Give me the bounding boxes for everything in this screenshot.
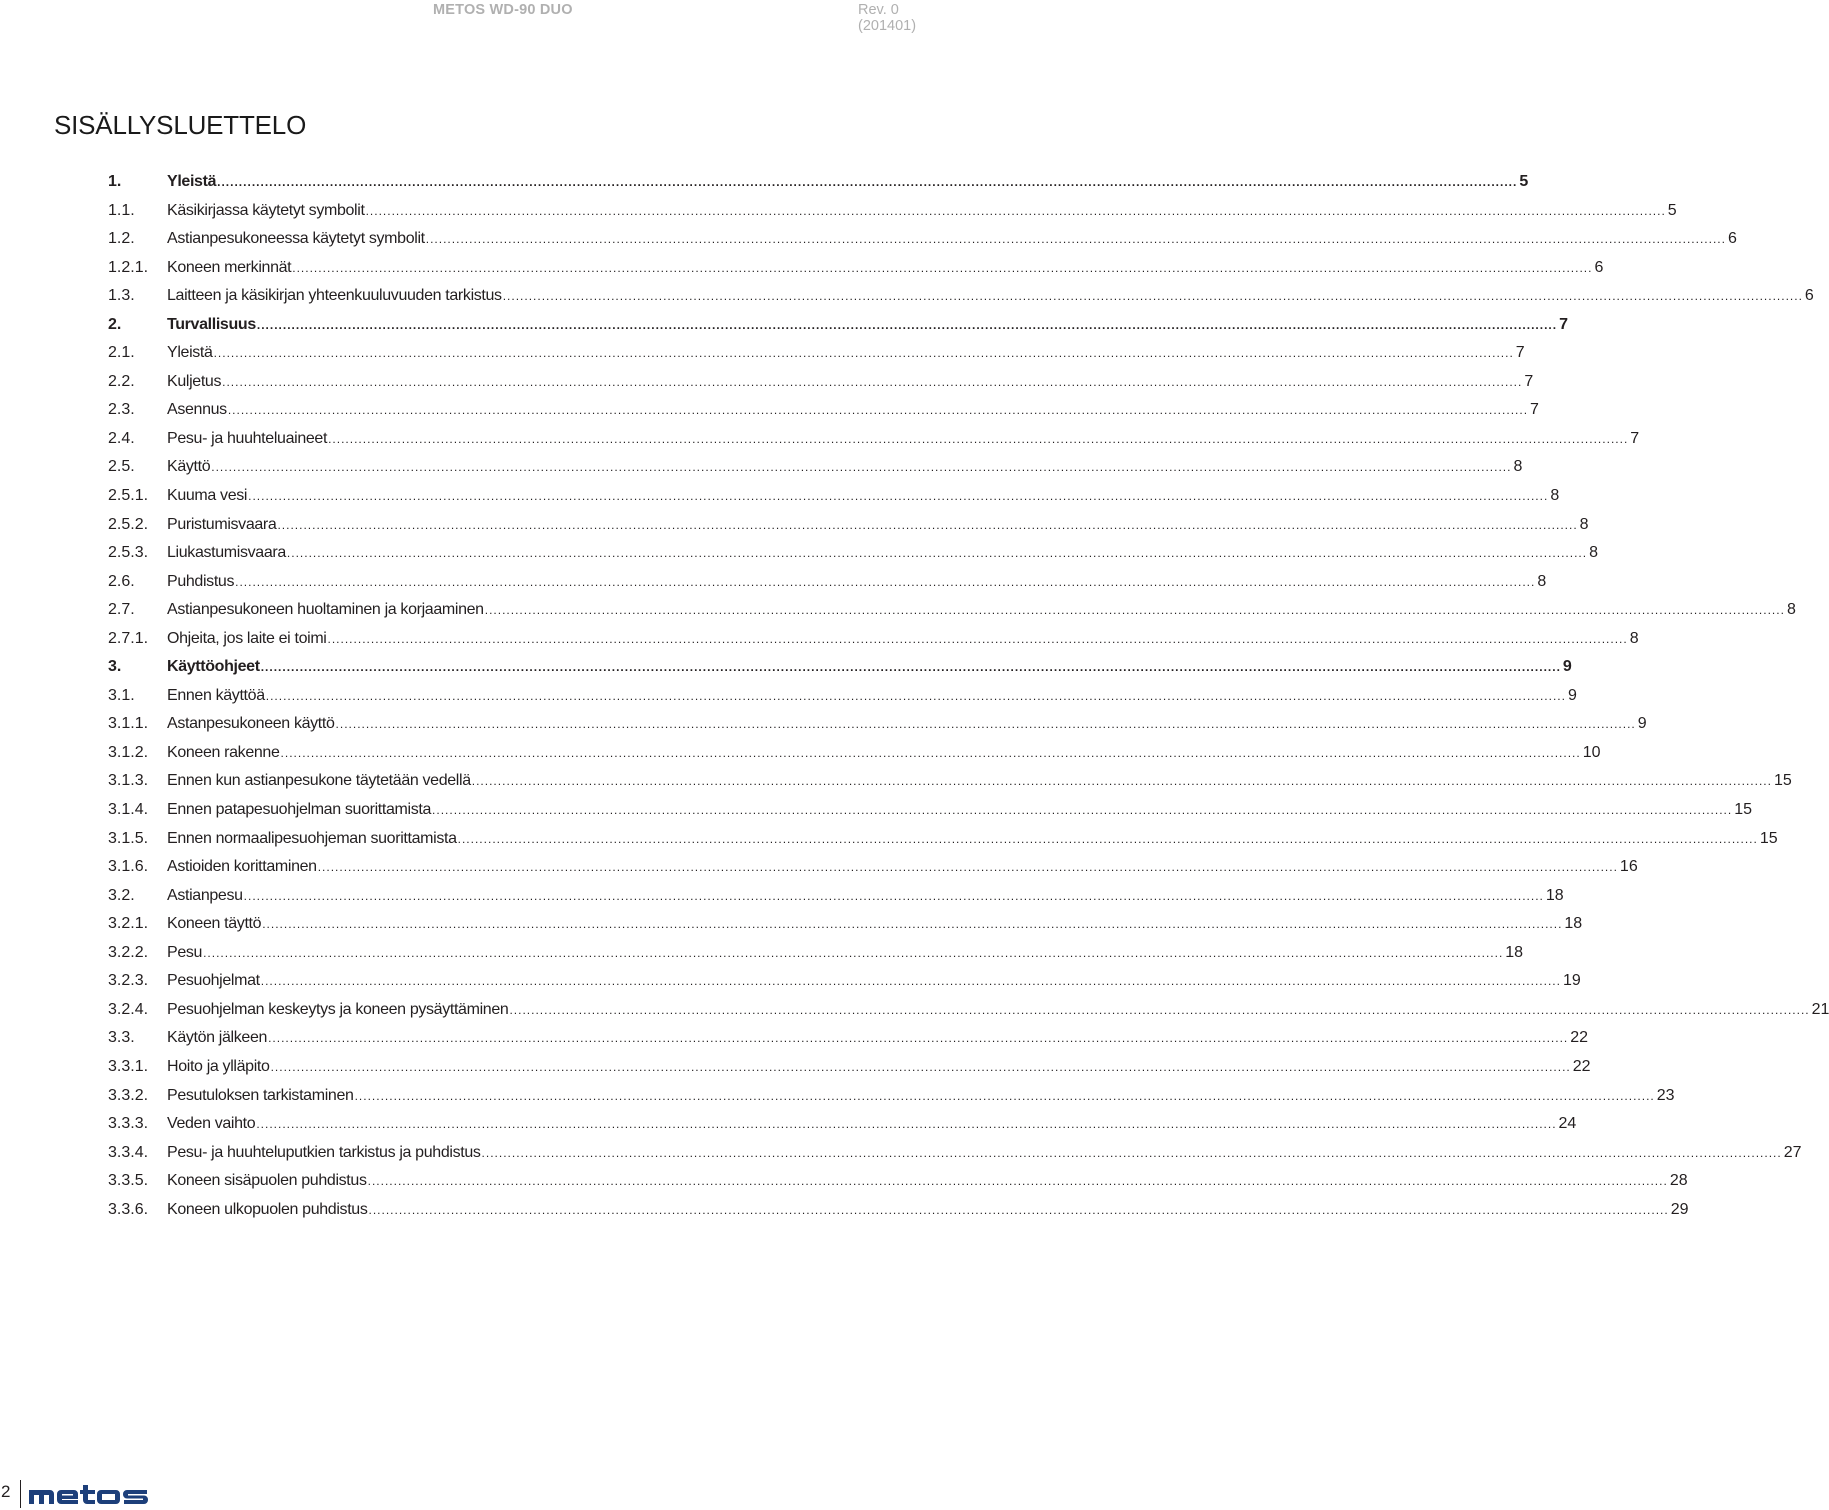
toc-section-number: 2.7. (108, 601, 135, 619)
toc-section-number: 2.3. (108, 401, 135, 419)
toc-page-number: 5 (1667, 201, 1677, 219)
toc-page-number: 18 (1545, 886, 1564, 904)
toc-section-number: 3.3.3. (108, 1115, 149, 1133)
toc-page-number: 21 (1811, 1000, 1829, 1018)
toc-page-number: 18 (1564, 915, 1583, 933)
toc-dot-leader: ............................................................................................................................................................................................................................................................................................................ (262, 917, 1563, 932)
toc-dot-leader: ............................................................................................................................................................................................................................................................................................................ (481, 1145, 1782, 1160)
toc-section-number: 3.2.4. (108, 1000, 149, 1018)
toc-page-number: 8 (1589, 544, 1599, 562)
toc-page-number: 8 (1550, 487, 1560, 505)
toc-section-title: Puristumisvaara (167, 515, 277, 533)
toc-dot-leader: ............................................................................................................................................................................................................................................................................................................ (471, 774, 1772, 789)
toc-section-title: Ennen normaalipesuohjeman suorittamista (167, 829, 457, 847)
toc-entry[interactable] (108, 425, 1640, 454)
header-revision: Rev. 0 (201401) (858, 2, 917, 34)
toc-section-title: Astianpesukoneessa käytetyt symbolit (167, 230, 425, 248)
toc-section-title: Pesu- ja huuhteluputkien tarkistus ja puhdistus (167, 1143, 481, 1161)
toc-dot-leader: ............................................................................................................................................................................................................................................................................................................ (484, 603, 1785, 618)
toc-page-number: 5 (1519, 173, 1529, 190)
page-title: SISÄLLYSLUETTELO (54, 110, 307, 140)
toc-dot-leader: ............................................................................................................................................................................................................................................................................................................ (213, 346, 1514, 361)
toc-section-number: 2.2. (108, 372, 135, 390)
toc-section-number: 3.2.2. (108, 943, 149, 961)
toc-dot-leader: ............................................................................................................................................................................................................................................................................................................ (265, 688, 1566, 703)
toc-page-number: 8 (1537, 572, 1547, 590)
toc-section-title: Pesuohjelman keskeytys ja koneen pysäyttäminen (167, 1000, 509, 1018)
toc-page-number: 22 (1572, 1057, 1591, 1075)
toc-section-title: Astioiden korittaminen (167, 858, 317, 876)
toc-page-number: 22 (1570, 1029, 1589, 1047)
toc-section-number: 1. (108, 173, 122, 190)
toc-dot-leader: ............................................................................................................................................................................................................................................................................................................ (286, 546, 1588, 561)
toc-section-title: Käyttöohjeet (167, 658, 260, 676)
toc-section-number: 2.5.1. (108, 487, 149, 505)
toc-dot-leader: ............................................................................................................................................................................................................................................................................................................ (335, 717, 1636, 732)
toc-section-title: Puhdistus (167, 572, 235, 590)
toc-page-number: 24 (1558, 1115, 1577, 1133)
toc-section-title: Koneen sisäpuolen puhdistus (167, 1172, 367, 1190)
toc-entry[interactable] (108, 1082, 1675, 1111)
toc-section-title: Astianpesu (167, 886, 243, 904)
toc-section-title: Ohjeita, jos laite ei toimi (167, 629, 327, 647)
toc-section-title: Ennen käyttöä (167, 686, 265, 704)
toc-page-number: 15 (1734, 801, 1753, 819)
toc-dot-leader: ............................................................................................................................................................................................................................................................................................................ (235, 574, 1536, 589)
toc-page-number: 10 (1582, 743, 1601, 761)
toc-entry[interactable] (108, 311, 1568, 340)
toc-dot-leader: ............................................................................................................................................................................................................................................................................................................ (222, 374, 1523, 389)
toc-dot-leader: ............................................................................................................................................................................................................................................................................................................ (256, 1117, 1557, 1132)
toc-page-number: 23 (1656, 1086, 1675, 1104)
toc-page-number: 7 (1530, 401, 1539, 419)
toc-entry[interactable] (108, 710, 1647, 739)
toc-dot-leader: ............................................................................................................................................................................................................................................................................................................ (425, 232, 1726, 247)
toc-entry[interactable] (108, 282, 1814, 311)
toc-dot-leader: ............................................................................................................................................................................................................................................................................................................ (327, 631, 1628, 646)
toc-section-title: Astanpesukoneen käyttö (167, 715, 335, 733)
toc-section-number: 3.1.5. (108, 829, 149, 847)
toc-section-title: Koneen täyttö (167, 915, 262, 933)
toc-section-number: 2.6. (108, 572, 135, 590)
footer-divider (20, 1480, 21, 1508)
toc-entry[interactable] (108, 1053, 1591, 1082)
toc-dot-leader: ............................................................................................................................................................................................................................................................................................................ (365, 203, 1666, 218)
toc-section-number: 2. (108, 315, 122, 333)
toc-entry[interactable] (108, 796, 1753, 825)
toc-section-title: Pesutuloksen tarkistaminen (167, 1086, 354, 1104)
toc-section-title: Hoito ja ylläpito (167, 1057, 270, 1075)
toc-entry[interactable] (108, 511, 1589, 540)
toc-entry[interactable] (108, 396, 1539, 425)
toc-section-number: 2.7.1. (108, 629, 149, 647)
toc-dot-leader: ............................................................................................................................................................................................................................................................................................................ (260, 660, 1561, 675)
toc-section-number: 3. (108, 658, 122, 676)
toc-entry[interactable] (108, 910, 1583, 939)
toc-section-title: Liukastumisvaara (167, 544, 286, 562)
toc-dot-leader: ............................................................................................................................................................................................................................................................................................................ (203, 945, 1504, 960)
toc-section-number: 3.3.2. (108, 1086, 149, 1104)
toc-page-number: 15 (1773, 772, 1792, 790)
toc-page-number: 9 (1562, 658, 1572, 676)
toc-dot-leader: ............................................................................................................................................................................................................................................................................................................ (277, 517, 1578, 532)
footer-page-number: 2 (1, 1482, 11, 1501)
toc-section-number: 2.4. (108, 429, 135, 447)
toc-entry[interactable] (108, 168, 1529, 197)
toc-dot-leader: ............................................................................................................................................................................................................................................................................................................ (211, 460, 1512, 475)
toc-section-title: Koneen rakenne (167, 743, 280, 761)
toc-page-number: 8 (1786, 601, 1796, 619)
toc-page-number: 19 (1562, 972, 1581, 990)
toc-dot-leader: ............................................................................................................................................................................................................................................................................................................ (502, 289, 1803, 304)
toc-section-number: 3.2. (108, 886, 135, 904)
toc-page-number: 8 (1579, 515, 1589, 533)
toc-page-number: 8 (1513, 458, 1523, 476)
toc-section-number: 3.1.4. (108, 801, 149, 819)
toc-section-title: Pesuohjelmat (167, 972, 260, 990)
toc-entry[interactable] (108, 653, 1572, 682)
toc-section-title: Asennus (167, 401, 227, 419)
toc-entry[interactable] (108, 1024, 1589, 1053)
toc-section-number: 3.1.3. (108, 772, 149, 790)
toc-section-number: 3.1. (108, 686, 135, 704)
toc-page-number: 7 (1515, 344, 1525, 362)
toc-section-number: 1.2.1. (108, 258, 149, 276)
toc-dot-leader: ............................................................................................................................................................................................................................................................................................................ (432, 803, 1733, 818)
toc-entry[interactable] (108, 967, 1581, 996)
toc-section-number: 1.2. (108, 230, 135, 248)
toc-page-number: 6 (1804, 287, 1814, 305)
toc-entry[interactable] (108, 197, 1677, 226)
toc-section-number: 2.5.2. (108, 515, 149, 533)
toc-page-number: 7 (1559, 315, 1568, 333)
toc-page-number: 6 (1727, 230, 1737, 248)
toc-entry[interactable] (108, 453, 1523, 482)
header-model: METOS WD-90 DUO (433, 2, 573, 18)
toc-page-number: 18 (1505, 943, 1524, 961)
toc-entry[interactable] (108, 853, 1638, 882)
toc-page-number: 29 (1670, 1200, 1689, 1218)
toc-section-number: 3.1.1. (108, 715, 149, 733)
toc-section-title: Laitteen ja käsikirjan yhteenkuuluvuuden tarkistus (167, 287, 502, 305)
toc-page-number: 27 (1783, 1143, 1802, 1161)
toc-section-number: 3.3. (108, 1029, 135, 1047)
toc-dot-leader: ............................................................................................................................................................................................................................................................................................................ (354, 1088, 1655, 1103)
toc-section-title: Pesu (167, 943, 203, 961)
toc-section-number: 3.1.6. (108, 858, 149, 876)
toc-dot-leader: ............................................................................................................................................................................................................................................................................................................ (227, 403, 1529, 418)
toc-page-number: 6 (1594, 258, 1604, 276)
toc-entry[interactable] (108, 225, 1737, 254)
toc-section-title: Pesu- ja huuhteluaineet (167, 429, 328, 447)
toc-entry[interactable] (108, 339, 1525, 368)
toc-entry[interactable] (108, 882, 1564, 911)
toc-entry[interactable] (108, 1110, 1577, 1139)
toc-entry[interactable] (108, 625, 1639, 654)
toc-page-number: 9 (1567, 686, 1577, 704)
toc-section-number: 3.3.4. (108, 1143, 149, 1161)
toc-section-title: Kuljetus (167, 372, 222, 390)
toc-entry[interactable] (108, 682, 1577, 711)
toc-dot-leader: ............................................................................................................................................................................................................................................................................................................ (217, 175, 1518, 189)
toc-entry[interactable] (108, 1196, 1689, 1225)
toc-entry[interactable] (108, 739, 1601, 768)
toc-section-title: Turvallisuus (167, 315, 256, 333)
toc-dot-leader: ............................................................................................................................................................................................................................................................................................................ (280, 745, 1581, 760)
toc-section-number: 2.5.3. (108, 544, 149, 562)
metos-logo (28, 1484, 150, 1506)
toc-section-number: 2.1. (108, 344, 135, 362)
toc-dot-leader: ............................................................................................................................................................................................................................................................................................................ (509, 1002, 1810, 1017)
toc-dot-leader: ............................................................................................................................................................................................................................................................................................................ (268, 1031, 1569, 1046)
toc-section-number: 1.3. (108, 287, 135, 305)
toc-dot-leader: ............................................................................................................................................................................................................................................................................................................ (270, 1059, 1571, 1074)
toc-entry[interactable] (108, 482, 1560, 511)
toc-section-number: 1.1. (108, 201, 135, 219)
toc-section-number: 3.3.6. (108, 1200, 149, 1218)
toc-page-number: 8 (1629, 629, 1639, 647)
toc-dot-leader: ............................................................................................................................................................................................................................................................................................................ (292, 260, 1593, 275)
toc-entry[interactable] (108, 568, 1547, 597)
toc-dot-leader: ............................................................................................................................................................................................................................................................................................................ (328, 431, 1629, 446)
toc-section-title: Yleistä (167, 173, 217, 190)
toc-section-title: Veden vaihto (167, 1115, 256, 1133)
toc-page-number: 7 (1630, 429, 1640, 447)
toc-entry[interactable] (108, 1167, 1688, 1196)
toc-entry[interactable] (108, 254, 1604, 283)
toc-dot-leader: ............................................................................................................................................................................................................................................................................................................ (367, 1174, 1668, 1189)
toc-dot-leader: ............................................................................................................................................................................................................................................................................................................ (256, 317, 1558, 332)
toc-section-title: Ennen kun astianpesukone täytetään vedellä (167, 772, 471, 790)
toc-entry[interactable] (108, 368, 1534, 397)
toc-dot-leader: ............................................................................................................................................................................................................................................................................................................ (243, 888, 1544, 903)
toc-entry[interactable] (108, 1139, 1802, 1168)
toc-section-title: Koneen merkinnät (167, 258, 292, 276)
toc-section-number: 3.2.3. (108, 972, 149, 990)
toc-section-number: 3.1.2. (108, 743, 149, 761)
toc-entry[interactable] (108, 767, 1792, 796)
toc-section-title: Astianpesukoneen huoltaminen ja korjaaminen (167, 601, 484, 619)
toc-page-number: 16 (1619, 858, 1638, 876)
toc-entry[interactable] (108, 996, 1829, 1025)
toc-section-title: Käyttö (167, 458, 211, 476)
toc-dot-leader: ............................................................................................................................................................................................................................................................................................................ (260, 974, 1561, 989)
toc-dot-leader: ............................................................................................................................................................................................................................................................................................................ (457, 831, 1758, 846)
toc-page-number: 15 (1759, 829, 1778, 847)
toc-page-number: 28 (1669, 1172, 1688, 1190)
page-header (0, 0, 960, 34)
toc-dot-leader: ............................................................................................................................................................................................................................................................................................................ (368, 1202, 1669, 1217)
toc-section-title: Käsikirjassa käytetyt symbolit (167, 201, 365, 219)
toc-section-title: Käytön jälkeen (167, 1029, 268, 1047)
toc-section-title: Yleistä (167, 344, 213, 362)
toc-dot-leader: ............................................................................................................................................................................................................................................................................................................ (248, 489, 1549, 504)
toc-section-number: 3.3.5. (108, 1172, 149, 1190)
toc-entry[interactable] (108, 539, 1599, 568)
toc-section-number: 2.5. (108, 458, 135, 476)
toc-section-title: Koneen ulkopuolen puhdistus (167, 1200, 368, 1218)
toc-entry[interactable] (108, 825, 1778, 854)
toc-section-number: 3.3.1. (108, 1057, 149, 1075)
toc-section-title: Kuuma vesi (167, 487, 248, 505)
toc-entry[interactable] (108, 939, 1524, 968)
toc-dot-leader: ............................................................................................................................................................................................................................................................................................................ (317, 860, 1618, 875)
toc-entry[interactable] (108, 596, 1796, 625)
toc-page-number: 7 (1524, 372, 1534, 390)
toc-section-title: Ennen patapesuohjelman suorittamista (167, 801, 432, 819)
page-footer (0, 1476, 200, 1510)
toc-page-number: 9 (1637, 715, 1647, 733)
toc-section-number: 3.2.1. (108, 915, 149, 933)
table-of-contents (108, 168, 1829, 1224)
